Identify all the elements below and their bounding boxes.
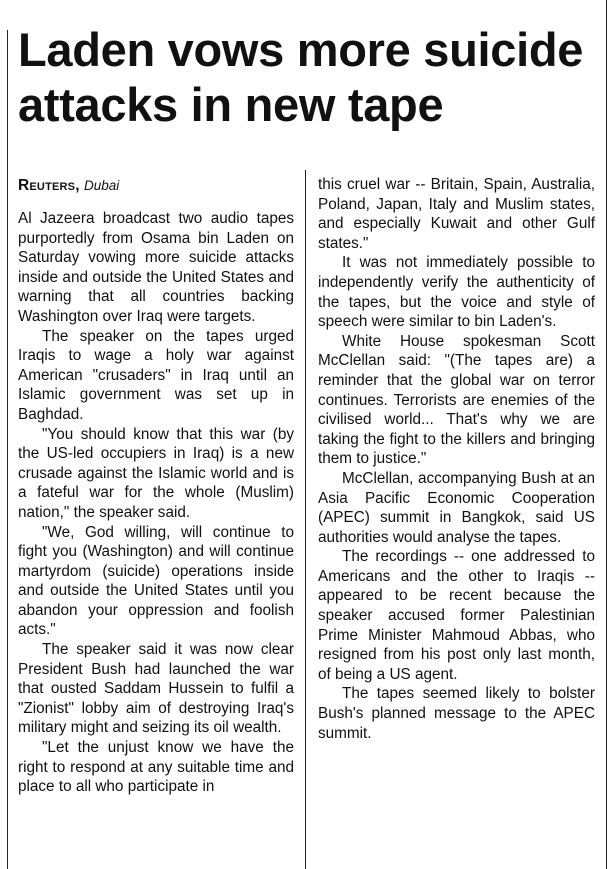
paragraph: The speaker said it was now clear President Bush had launched the war that ousted Saddam Hussein to fulfil a "Zionist" lobby aim of destroying Iraq's military might and seizing its oil wealth. (18, 641, 294, 737)
paragraph: Al Jazeera broadcast two audio tapes purportedly from Osama bin Laden on Saturday vowing more suicide attacks inside and outside the United States and warning that all countries backing Washington over Iraq were targets. (18, 210, 294, 325)
column-divider-rule (305, 170, 306, 869)
paragraph: "Let the unjust know we have the right to respond at any suitable time and place to all who participate in (18, 739, 294, 796)
byline-dateline: Dubai (84, 178, 120, 193)
article-column-left (18, 172, 294, 797)
paragraph: The recordings -- one addressed to Americans and the other to Iraqis -- appeared to be recent because the speaker accused former Palestinian Prime Minister Mahmoud Abbas, who resigned from his post only last month, of being a US agent. (318, 548, 595, 683)
article-column-right (318, 175, 595, 743)
paragraph: The tapes seemed likely to bolster Bush's planned message to the APEC summit. (318, 685, 595, 742)
paragraph: "You should know that this war (by the US-led occupiers in Iraq) is a new crusade against the Islamic world and is a fateful war for the whole (Muslim) nation," the speaker said. (18, 425, 294, 521)
headline: Laden vows more suicide attacks in new tape (18, 23, 584, 131)
paragraph: It was not immediately possible to independently verify the authenticity of the tapes, but the voice and style of speech were similar to bin Laden's. (318, 254, 595, 331)
left-border-rule (7, 30, 8, 869)
byline (18, 176, 294, 196)
paragraph: The speaker on the tapes urged Iraqis to wage a holy war against American "crusaders" in Iraq until an Islamic government was set up in Baghdad. (18, 327, 294, 423)
right-border-rule (606, 0, 607, 869)
byline-agency: Reuters, (18, 177, 80, 194)
paragraph: McClellan, accompanying Bush at an Asia Pacific Economic Cooperation (APEC) summit in Bangkok, said US authorities would analyse the tapes. (318, 469, 595, 546)
paragraph: White House spokesman Scott McClellan said: "(The tapes are) a reminder that the global war on terror continues. Terrorists are enemies of the civilised world... That's why we are taking the fight to the killers and bringing them to justice." (318, 332, 595, 468)
paragraph: "We, God willing, will continue to fight you (Washington) and will continue martyrdom (suicide) operations inside and outside the United States until you abandon your oppression and foolish acts." (18, 523, 294, 639)
paragraph: this cruel war -- Britain, Spain, Australia, Poland, Japan, Italy and Muslim states, and especially Kuwait and other Gulf states." (318, 176, 595, 252)
